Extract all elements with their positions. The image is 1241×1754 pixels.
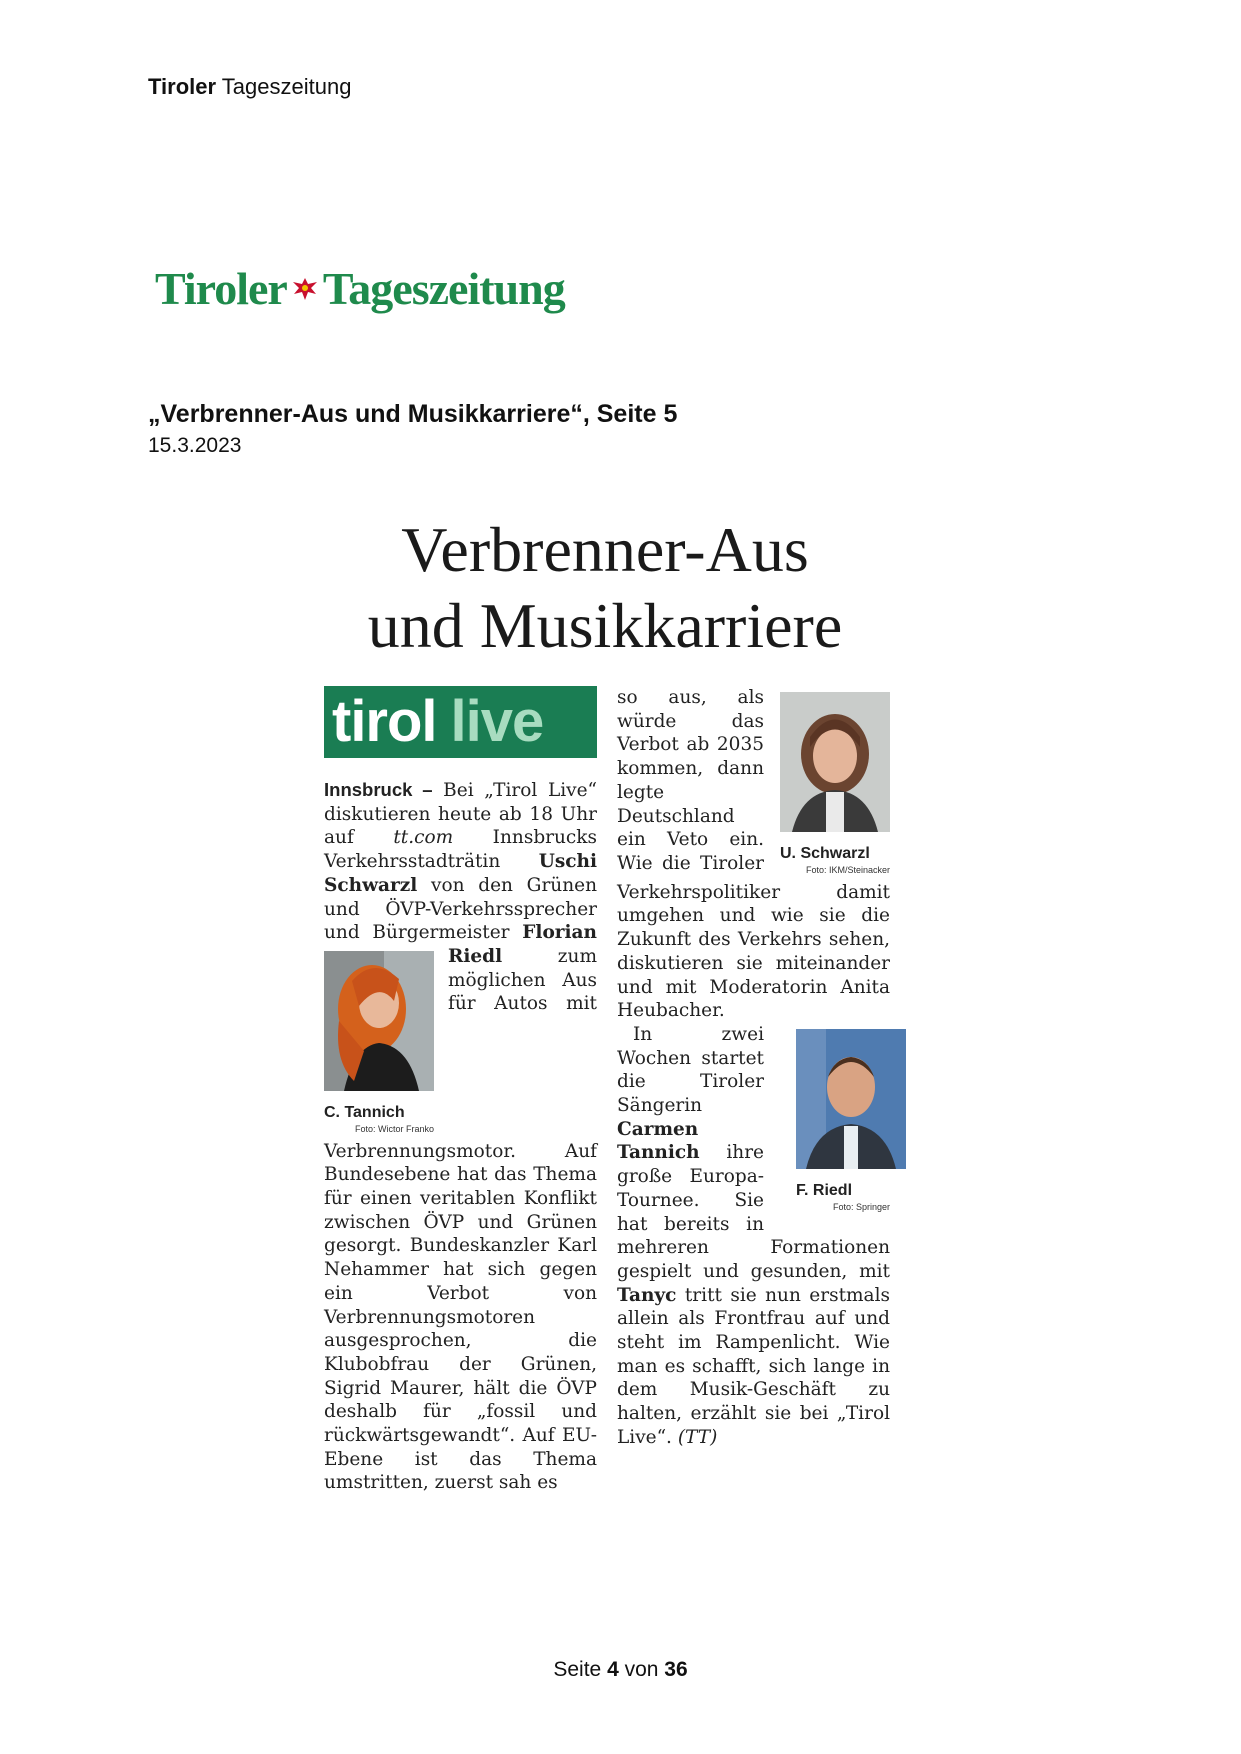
photo-caption: U. Schwarzl [780,844,870,862]
portrait-tannich-image [324,951,434,1091]
publication-header [148,74,351,100]
photo-credit: Foto: IKM/Steinacker [805,864,890,875]
photo-caption: C. Tannich [324,1103,405,1121]
headline-line-2: und Musikkarriere [367,590,843,661]
banner-word-live: live [450,689,544,755]
article-column-left [324,686,597,1495]
publication-name-bold: Tiroler [148,74,217,99]
footer-prefix: Seite [553,1658,602,1681]
person-name: Uschi Schwarzl [324,851,597,896]
portrait-riedl-image [796,1029,906,1169]
article-paragraph-2: U. Schwarzl Foto: IKM/Steinacker so aus, als würde das Verbot ab 2035 kommen, dann legte Deutschland ein Veto ein. Wie die Tiroler Verkehrspolitiker damit umgehen und wie sie die Zukunft des Verkehrs sehen, diskutieren sie miteinander und mit Moderatorin Anita Heubacher. [617,687,890,1022]
photo-schwarzl [780,692,890,877]
footer-total-pages: 36 [664,1658,688,1681]
publication-name-rest: Tageszeitung [221,74,352,99]
clip-title: „Verbrenner-Aus und Musikkarriere“, Seite 5 [148,400,678,428]
photo-caption: F. Riedl [796,1181,853,1199]
photo-tannich [324,951,434,1136]
headline-line-1: Verbrenner-Aus [401,514,809,585]
photo-credit: Foto: Springer [832,1201,890,1212]
tirol-live-banner [324,686,597,758]
logo-word-right: Tageszeitung [322,263,565,314]
article-signature: (TT) [677,1426,718,1448]
logo-word-left: Tiroler [155,263,287,314]
person-name: Carmen Tannich [617,1118,700,1164]
article-headline [320,512,890,664]
footer-page-number: 4 [607,1658,619,1681]
banner-word-tirol: tirol [332,689,437,755]
band-name: Tanyc [617,1284,677,1306]
website-link: tt.com [393,827,454,849]
footer-middle: von [624,1658,659,1681]
photo-credit: Foto: Wictor Franko [354,1123,434,1134]
eagle-icon [290,274,320,304]
clip-date: 15.3.2023 [148,434,242,457]
newspaper-logo [155,262,565,315]
article-paragraph-1: Innsbruck – Bei „Tirol Live“ diskutieren heute ab 18 Uhr auf tt.com Innsbrucks Verkehrsstadträtin Uschi Schwarzl von den Grünen und ÖVP-Verkehrssprecher und Bürgermeister Florian Riedl C. Tannich Foto: Wictor Franko zum möglichen Aus für Autos mit Verbrennungsmotor. Auf Bundesebene hat das Thema für einen veritablen Konflikt zwischen ÖVP und Grünen gesorgt. Bundeskanzler Karl Nehammer hat sich gegen ein Verbot von Verbrennungsmotoren ausgesprochen, die Klubobfrau der Grünen, Sigrid Maurer, hält die ÖVP deshalb für „fossil und rückwärtsgewandt“. Auf EU-Ebene ist das Thema umstritten, zuerst sah es [324,779,597,1494]
dateline: Innsbruck – [324,779,433,800]
article-paragraph-3: F. Riedl Foto: Springer In zwei Wochen startet die Tiroler Sängerin Carmen Tannich ihre große Europa-Tournee. Sie hat bereits in mehreren Formationen gespielt und gesunden, mit Tanyc tritt sie nun erstmals allein als Frontfrau auf und steht im Rampenlicht. Wie man es schafft, sich lange in dem Musik-Geschäft zu halten, erzählt sie bei „Tirol Live“. (TT) [617,1023,890,1450]
person-name: Florian Riedl [448,922,597,967]
photo-riedl [780,1029,890,1214]
article-clipping [320,512,890,1494]
article-column-right [617,686,890,1450]
portrait-schwarzl-image [780,692,890,832]
page-footer [0,1658,1241,1682]
